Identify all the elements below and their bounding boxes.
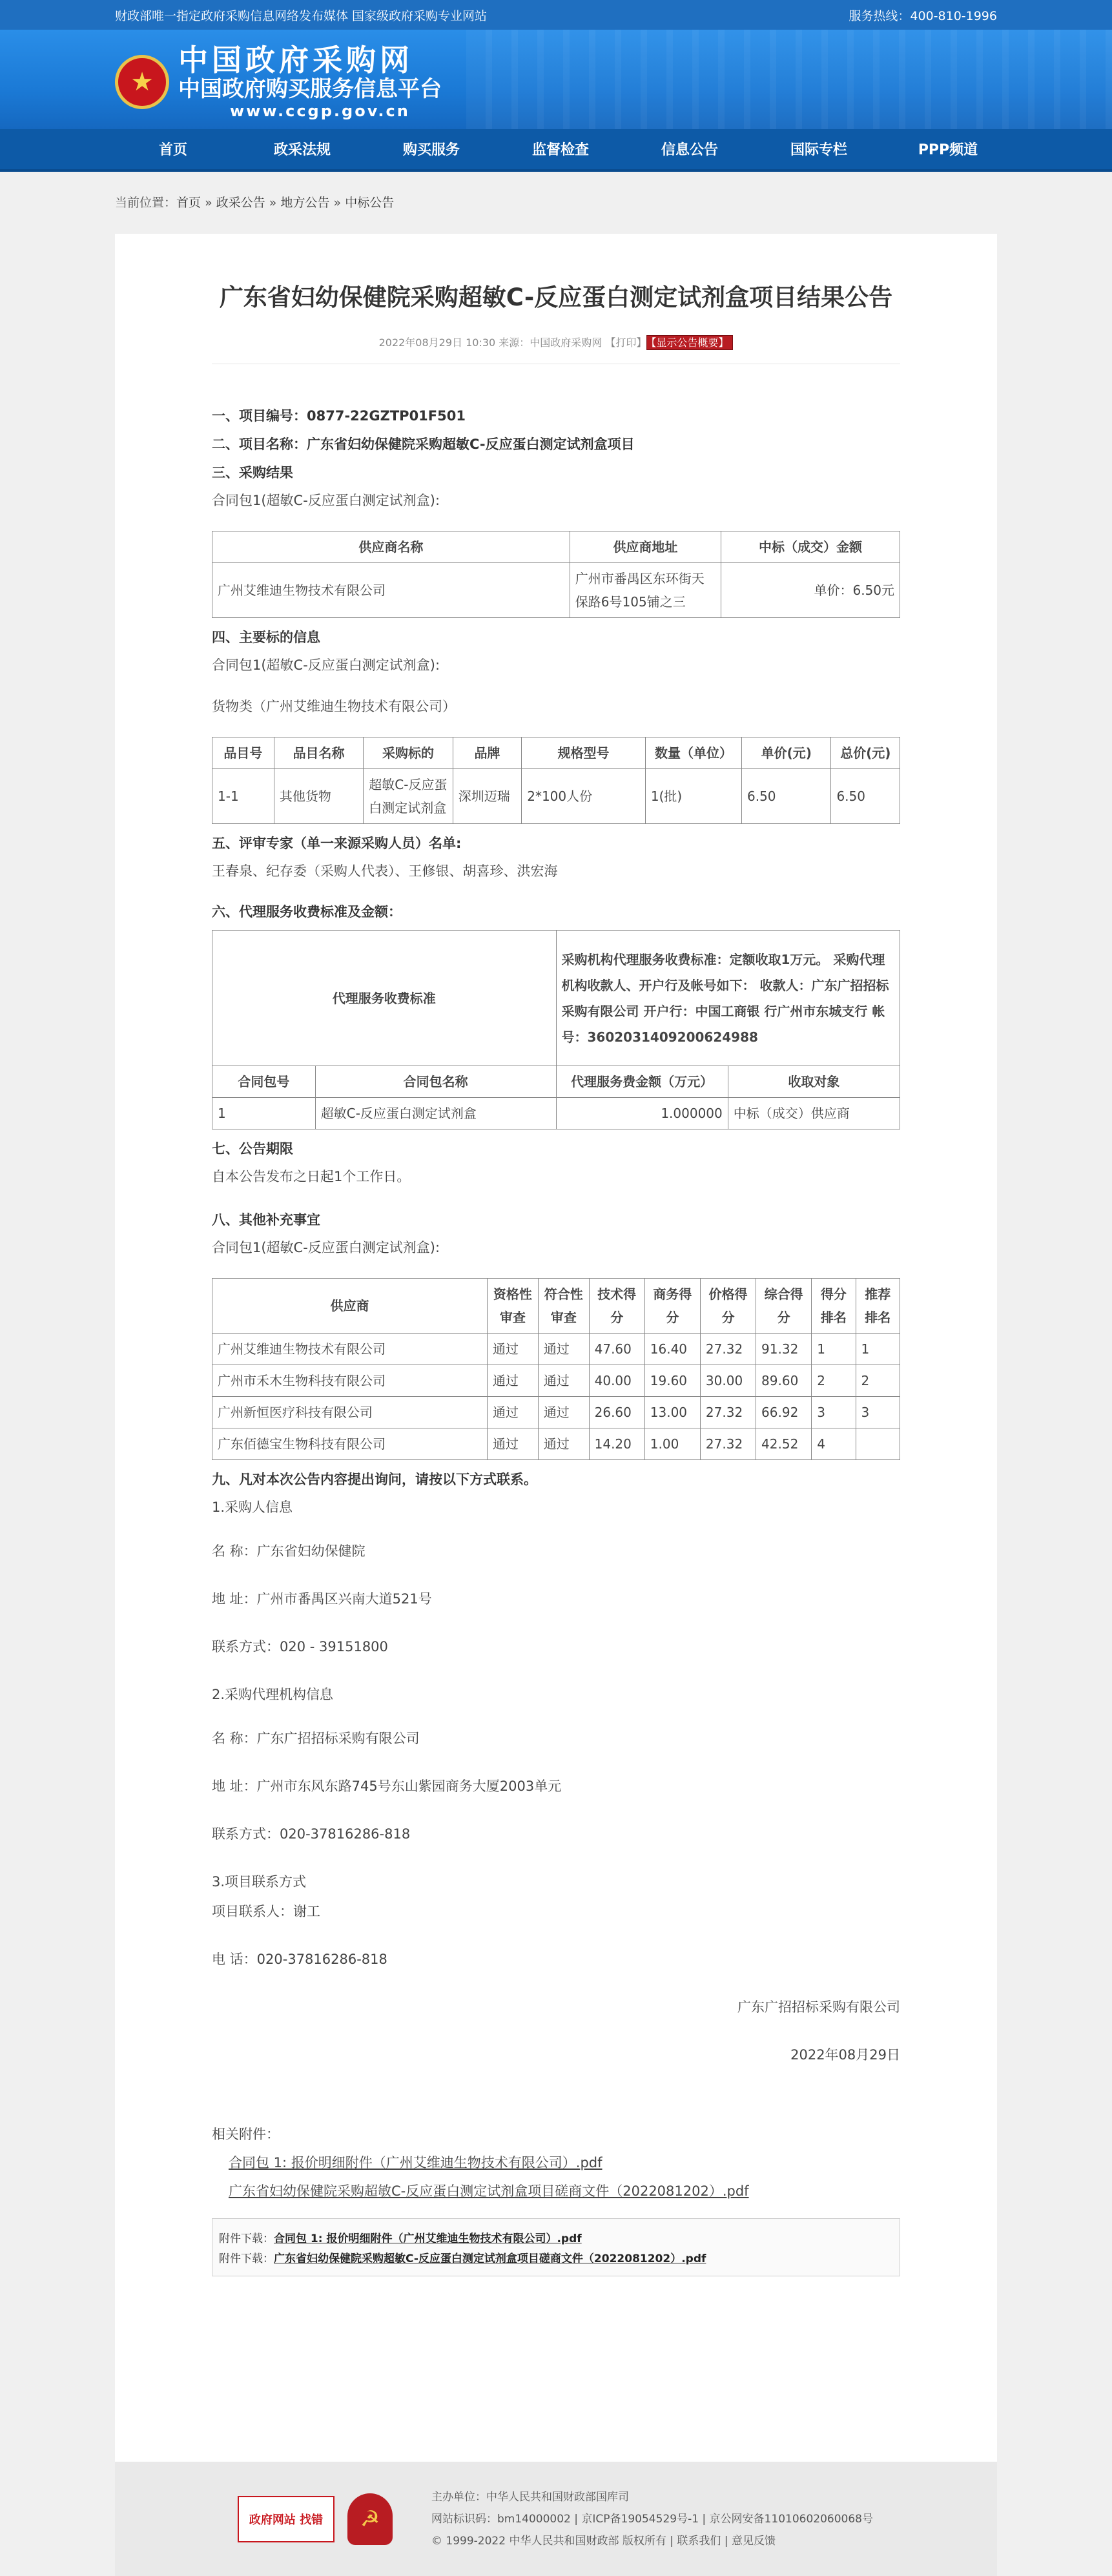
download-label: 附件下载：	[219, 2232, 274, 2245]
table-row	[212, 1334, 900, 1365]
nav-regulations[interactable]: 政采法规	[273, 142, 331, 158]
section-items: 四、主要标的信息	[212, 630, 320, 645]
table-cell: 通过	[488, 1428, 539, 1460]
nav-supervision[interactable]: 监督检查	[531, 142, 589, 158]
attachment-link[interactable]: 合同包 1: 报价明细附件（广州艾维迪生物技术有限公司）.pdf	[229, 2155, 602, 2170]
project-number: 一、项目编号：0877-22GZTP01F501	[212, 408, 466, 424]
table-row	[212, 769, 900, 824]
table-cell: 42.52	[756, 1428, 812, 1460]
table-header: 数量（单位）	[645, 737, 741, 769]
table-cell: 16.40	[644, 1334, 700, 1365]
contact-line: 1.采购人信息	[212, 1499, 293, 1515]
table-header: 供应商	[212, 1279, 488, 1334]
table-cell: 广州市番禺区东环街天保路6号105铺之三	[570, 563, 721, 618]
contact-line: 联系方式：020 - 39151800	[212, 1639, 388, 1654]
table-cell: 89.60	[756, 1365, 812, 1397]
table-cell: 1-1	[212, 769, 274, 824]
contact-line: 联系方式：020-37816286-818	[212, 1826, 411, 1842]
contact-line: 项目联系人：谢工	[212, 1904, 320, 1919]
table-cell: 超敏C-反应蛋白测定试剂盒	[315, 1098, 556, 1129]
contact-line: 3.项目联系方式	[212, 1874, 307, 1890]
table-row	[212, 1098, 900, 1129]
table-cell: 广州市禾木生物科技有限公司	[212, 1365, 488, 1397]
agency-fee-table	[212, 930, 900, 1129]
section-period: 七、公告期限	[212, 1141, 293, 1157]
table-cell: 40.00	[589, 1365, 644, 1397]
table-cell: 27.32	[700, 1334, 756, 1365]
show-summary-button[interactable]: 【显示公告概要】	[646, 335, 733, 350]
signature-org: 广东广招招标采购有限公司	[737, 1999, 900, 2015]
table-header: 品牌	[453, 737, 522, 769]
table-cell: 单价：6.50元	[721, 563, 900, 618]
table-header: 商务得分	[644, 1279, 700, 1334]
table-cell: 超敏C-反应蛋白测定试剂盒	[364, 769, 453, 824]
contact-line: 地 址：广州市东风东路745号东山紫园商务大厦2003单元	[212, 1778, 562, 1794]
table-cell: 27.32	[700, 1397, 756, 1428]
contact-line: 名 称：广东省妇幼保健院	[212, 1543, 366, 1559]
table-cell: 66.92	[756, 1397, 812, 1428]
table-cell: 深圳迈瑞	[453, 769, 522, 824]
table-cell: 6.50	[742, 769, 831, 824]
table-header: 代理服务费金额（万元）	[556, 1066, 728, 1098]
logo-title: 中国政府采购网	[178, 43, 413, 77]
article-container	[115, 234, 997, 2470]
table-cell: 13.00	[644, 1397, 700, 1428]
meta-text: 2022年08月29日 10:30 来源：中国政府采购网 【打印】	[378, 336, 647, 349]
nav-ppp[interactable]: PPP频道	[918, 142, 978, 158]
top-bar-slogan: 财政部唯一指定政府采购信息网络发布媒体 国家级政府采购专业网站	[115, 8, 488, 23]
scoring-table	[212, 1278, 900, 1460]
fee-standard-label: 代理服务收费标准	[212, 931, 557, 1066]
table-cell: 广东佰德宝生物科技有限公司	[212, 1428, 488, 1460]
table-cell: 2*100人份	[522, 769, 646, 824]
table-cell: 26.60	[589, 1397, 644, 1428]
table-cell: 2	[856, 1365, 900, 1397]
table-header: 品目号	[212, 737, 274, 769]
table-cell: 1.00	[644, 1428, 700, 1460]
table-cell: 14.20	[589, 1428, 644, 1460]
table-cell: 3	[812, 1397, 856, 1428]
party-emblem-icon[interactable]: ☭	[347, 2493, 393, 2545]
table-row	[212, 1365, 900, 1397]
contract-package: 合同包1(超敏C-反应蛋白测定试剂盒):	[212, 1240, 440, 1255]
attachments	[212, 2124, 900, 2200]
table-cell: 1.000000	[556, 1098, 728, 1129]
table-header: 采购标的	[364, 737, 453, 769]
table-cell: 4	[812, 1428, 856, 1460]
section-experts: 五、评审专家（单一来源采购人员）名单:	[212, 836, 462, 851]
period-text: 自本公告发布之日起1个工作日。	[212, 1169, 411, 1184]
goods-type: 货物类（广州艾维迪生物技术有限公司）	[212, 699, 456, 714]
table-cell: 19.60	[644, 1365, 700, 1397]
table-cell: 1	[812, 1334, 856, 1365]
table-header: 供应商名称	[212, 531, 570, 563]
site-banner	[0, 30, 1112, 129]
table-cell: 其他货物	[274, 769, 363, 824]
breadcrumb-separator: »	[201, 196, 216, 210]
table-header: 合同包名称	[315, 1066, 556, 1098]
table-cell: 广州新恒医疗科技有限公司	[212, 1397, 488, 1428]
table-cell: 通过	[538, 1365, 589, 1397]
table-cell: 通过	[488, 1334, 539, 1365]
table-header: 得分排名	[812, 1279, 856, 1334]
breadcrumb-notices[interactable]: 政采公告	[216, 196, 265, 210]
table-row	[212, 1397, 900, 1428]
table-cell: 91.32	[756, 1334, 812, 1365]
table-cell: 通过	[488, 1365, 539, 1397]
nav-purchase-services[interactable]: 购买服务	[402, 142, 460, 158]
signature-date: 2022年08月29日	[790, 2047, 900, 2063]
contact-line: 名 称：广东广招招标采购有限公司	[212, 1731, 420, 1746]
table-row	[212, 563, 900, 618]
download-link[interactable]: 合同包 1: 报价明细附件（广州艾维迪生物技术有限公司）.pdf	[274, 2232, 582, 2245]
table-cell: 广州艾维迪生物技术有限公司	[212, 563, 570, 618]
table-header: 符合性审查	[538, 1279, 589, 1334]
contract-package: 合同包1(超敏C-反应蛋白测定试剂盒):	[212, 493, 440, 508]
table-cell: 通过	[538, 1397, 589, 1428]
table-cell: 通过	[538, 1428, 589, 1460]
footer-copyright: © 1999-2022 中华人民共和国财政部 版权所有 | 联系我们 | 意见反馈	[431, 2534, 776, 2548]
breadcrumb-separator: »	[265, 196, 281, 210]
table-cell: 47.60	[589, 1334, 644, 1365]
breadcrumb-local[interactable]: 地方公告	[280, 196, 330, 210]
footer	[115, 2462, 997, 2576]
table-cell	[856, 1428, 900, 1460]
table-cell: 1(批)	[645, 769, 741, 824]
contract-package: 合同包1(超敏C-反应蛋白测定试剂盒):	[212, 657, 440, 673]
table-header: 综合得分	[756, 1279, 812, 1334]
table-header: 推荐排名	[856, 1279, 900, 1334]
section-results: 三、采购结果	[212, 465, 293, 480]
table-header: 品目名称	[274, 737, 363, 769]
expert-list: 王春泉、纪存委（采购人代表）、王修银、胡喜珍、洪宏海	[212, 863, 558, 879]
nav-international[interactable]: 国际专栏	[790, 142, 847, 158]
table-header: 中标（成交）金额	[721, 531, 900, 563]
download-label: 附件下载：	[219, 2252, 274, 2265]
breadcrumb-award[interactable]: 中标公告	[345, 196, 395, 210]
logo-url: www.ccgp.gov.cn	[230, 102, 410, 120]
section-supplement: 八、其他补充事宜	[212, 1212, 320, 1228]
breadcrumb-separator: »	[329, 196, 345, 210]
results-table	[212, 531, 900, 618]
page-title: 广东省妇幼保健院采购超敏C-反应蛋白测定试剂盒项目结果公告	[219, 283, 893, 311]
attachment-link[interactable]: 广东省妇幼保健院采购超敏C-反应蛋白测定试剂盒项目磋商文件（2022081202）.pdf	[229, 2183, 749, 2199]
table-cell: 27.32	[700, 1428, 756, 1460]
table-cell: 通过	[538, 1334, 589, 1365]
table-cell: 2	[812, 1365, 856, 1397]
project-name: 二、项目名称：广东省妇幼保健院采购超敏C-反应蛋白测定试剂盒项目	[212, 437, 635, 452]
table-cell: 30.00	[700, 1365, 756, 1397]
table-cell: 1	[856, 1334, 900, 1365]
table-header: 单价(元)	[742, 737, 831, 769]
breadcrumb-prefix: 当前位置：	[115, 196, 177, 210]
table-header: 收取对象	[728, 1066, 900, 1098]
site-logo[interactable]	[115, 44, 442, 120]
contact-line: 2.采购代理机构信息	[212, 1687, 334, 1702]
section-contact: 九、凡对本次公告内容提出询问，请按以下方式联系。	[212, 1472, 537, 1487]
main-nav	[0, 129, 1112, 172]
national-emblem-icon: ★	[115, 55, 169, 109]
table-cell: 中标（成交）供应商	[728, 1098, 900, 1129]
contact-line: 电 话：020-37816286-818	[212, 1952, 387, 1967]
nav-home[interactable]: 首页	[158, 142, 187, 158]
table-header: 资格性审查	[488, 1279, 539, 1334]
table-row	[212, 1428, 900, 1460]
table-cell: 通过	[488, 1397, 539, 1428]
logo-subtitle: 中国政府购买服务信息平台	[178, 76, 442, 102]
fee-standard-desc: 采购机构代理服务收费标准：定额收取1万元。 采购代理机构收款人、开户行及帐号如下： 收款人：广东广招招标采购有限公司 开户行：中国工商银 行广州市东城支行 帐 号：3602031409200624988	[556, 931, 900, 1066]
footer-registration: 网站标识码：bm14000002 | 京ICP备19054529号-1 | 京公网安备11010602060068号	[431, 2512, 873, 2526]
items-table	[212, 737, 900, 824]
contact-line: 地 址：广州市番禺区兴南大道521号	[212, 1591, 432, 1607]
gov-site-error-badge[interactable]: 政府网站 找错	[238, 2496, 335, 2542]
table-header: 总价(元)	[831, 737, 900, 769]
table-cell: 广州艾维迪生物技术有限公司	[212, 1334, 488, 1365]
service-hotline: 服务热线：400-810-1996	[849, 8, 997, 23]
table-cell: 1	[212, 1098, 316, 1129]
download-link[interactable]: 广东省妇幼保健院采购超敏C-反应蛋白测定试剂盒项目磋商文件（2022081202）.pdf	[274, 2252, 706, 2265]
table-header: 技术得分	[589, 1279, 644, 1334]
breadcrumb-home[interactable]: 首页	[176, 196, 201, 210]
footer-sponsor: 主办单位：中华人民共和国财政部国库司	[431, 2490, 629, 2504]
table-cell: 6.50	[831, 769, 900, 824]
download-box	[212, 2218, 900, 2276]
nav-announcements[interactable]: 信息公告	[661, 142, 718, 158]
banner-skyline	[466, 30, 1112, 129]
breadcrumb	[0, 172, 1112, 234]
table-header: 价格得分	[700, 1279, 756, 1334]
article-meta	[212, 335, 900, 364]
top-bar	[0, 0, 1112, 30]
section-agency-fee: 六、代理服务收费标准及金额：	[212, 904, 402, 920]
table-cell: 3	[856, 1397, 900, 1428]
table-header: 供应商地址	[570, 531, 721, 563]
table-header: 规格型号	[522, 737, 646, 769]
table-header: 合同包号	[212, 1066, 316, 1098]
attachments-label: 相关附件：	[212, 2127, 280, 2142]
